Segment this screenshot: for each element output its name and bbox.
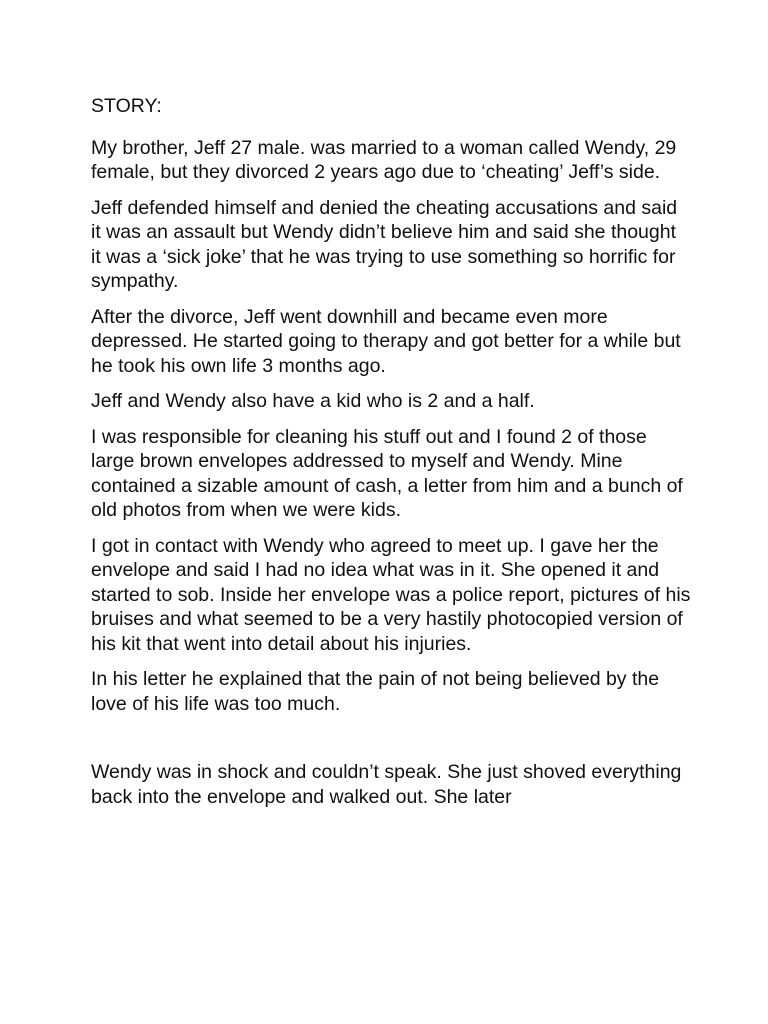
paragraph-6: I got in contact with Wendy who agreed to meet up. I gave her the envelope and said I had no idea what was in it. She opened it and started to sob. Inside her envelope was a police report, pictures of his bruises and what seemed to be a very hastily photocopied version of his kit that went into detail about his injuries. <box>91 534 691 655</box>
document-body <box>91 94 691 820</box>
story-heading: STORY: <box>91 95 162 117</box>
paragraph-2: Jeff defended himself and denied the cheating accusations and said it was an assault but Wendy didn’t believe him and said she thought it was a ‘sick joke’ that he was trying to use something so horrific for sympathy. <box>91 196 678 292</box>
paragraph-3: After the divorce, Jeff went downhill and became even more depressed. He started going to therapy and got better for a while but he took his own life 3 months ago. <box>91 305 681 377</box>
paragraph-5: I was responsible for cleaning his stuff out and I found 2 of those large brown envelopes addressed to myself and Wendy. Mine contained a sizable amount of cash, a letter from him and a bunch of old photos from when we were kids. <box>91 425 683 521</box>
paragraph-8: Wendy was in shock and couldn’t speak. She just shoved everything back into the envelope and walked out. She later <box>91 761 682 808</box>
paragraph-4: Jeff and Wendy also have a kid who is 2 and a half. <box>91 390 535 412</box>
paragraph-1: My brother, Jeff 27 male. was married to a woman called Wendy, 29 female, but they divorced 2 years ago due to ‘cheating’ Jeff’s side. <box>91 136 677 183</box>
paragraph-7: In his letter he explained that the pain of not being believed by the love of his life was too much. <box>91 668 660 715</box>
